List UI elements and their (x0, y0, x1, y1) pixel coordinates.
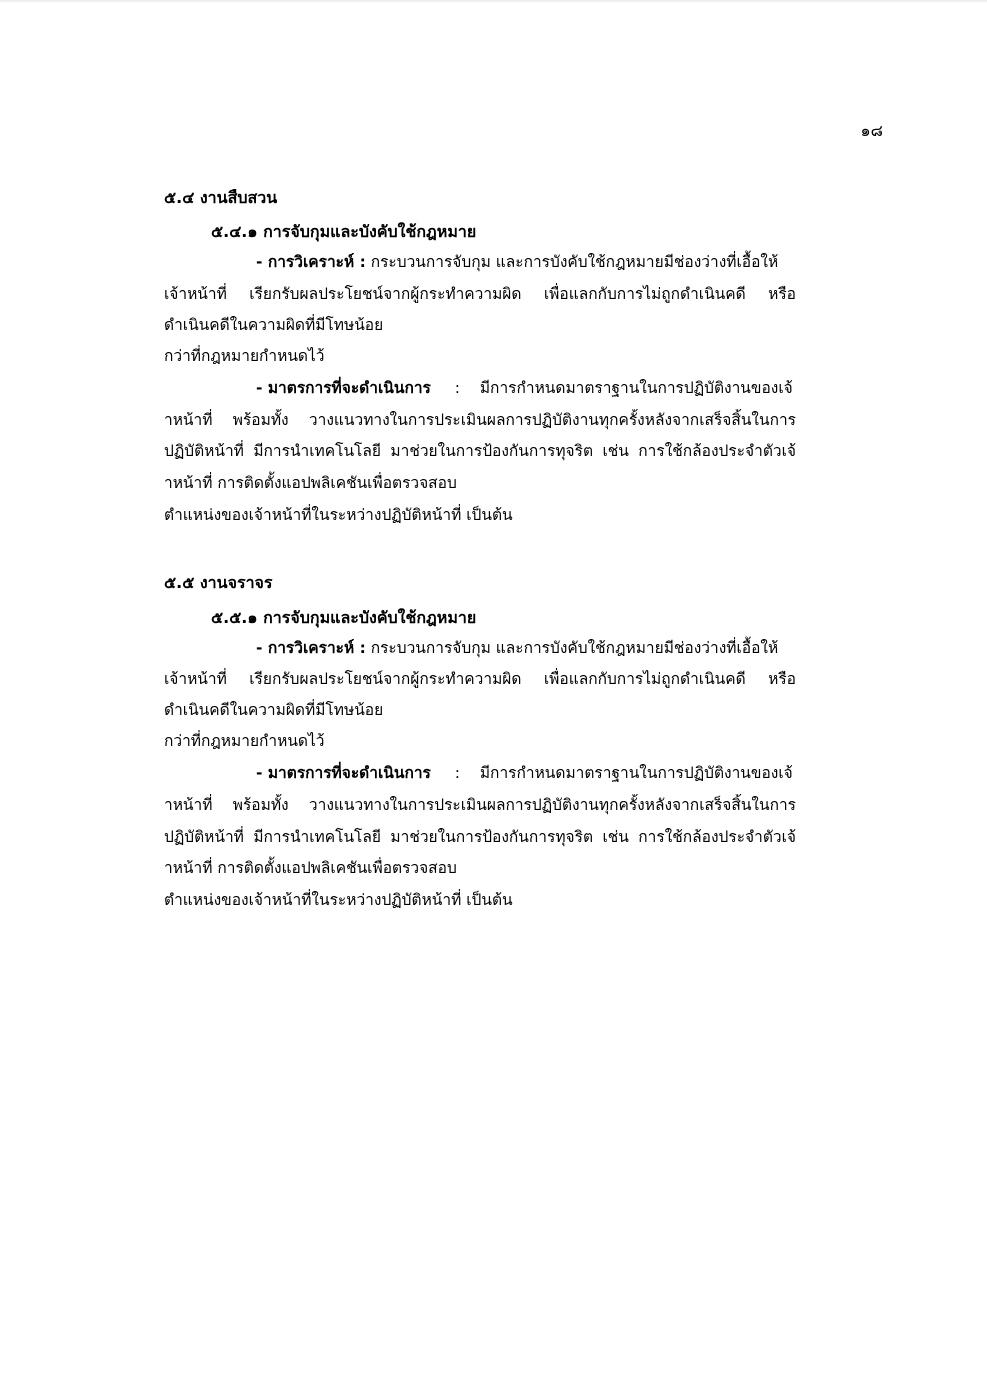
analysis-label: - การวิเคราะห์ : (256, 253, 366, 271)
section-heading: ๕.๕ งานจราจร (164, 573, 273, 592)
section-heading: ๕.๔ งานสืบสวน (164, 188, 278, 207)
measure-label: - มาตรการที่จะดำเนินการ (256, 379, 431, 397)
page-top-edge (0, 0, 987, 3)
analysis-text: เจ้าหน้าที่ เรียกรับผลประโยชน์จากผู้กระทำความผิด เพื่อแลกกับการไม่ถูกดำเนินคดี หรือ (164, 285, 796, 303)
measure-text: าหน้าที่ การติดตั้งแอปพลิเคชันเพื่อตรวจสอบ (164, 474, 457, 492)
measure-label: - มาตรการที่จะดำเนินการ (256, 764, 431, 782)
analysis-text: ดำเนินคดีในความผิดที่มีโทษน้อย (164, 316, 384, 334)
measure-text: าหน้าที่ พร้อมทั้ง วางแนวทางในการประเมินผลการปฏิบัติงานทุกครั้งหลังจากเสร็จสิ้นในการ (164, 796, 796, 814)
subsection-heading: ๕.๔.๑ การจับกุมและบังคับใช้กฎหมาย (211, 222, 477, 241)
measure-colon: : (454, 764, 460, 782)
measure-paragraph-line (256, 377, 796, 399)
measure-text: ปฏิบัติหน้าที่ มีการนำเทคโนโลยี มาช่วยในการป้องกันการทุจริต เช่น การใช้กล้องประจำตัวเจ้ (164, 828, 796, 846)
analysis-text: กระบวนการจับกุม และการบังคับใช้กฎหมายมีช่องว่างที่เอื้อให้ (370, 639, 779, 657)
analysis-text: กว่าที่กฎหมายกำหนดไว้ (164, 347, 325, 365)
measure-colon: : (454, 379, 460, 397)
analysis-paragraph-line (256, 251, 796, 273)
analysis-text: เจ้าหน้าที่ เรียกรับผลประโยชน์จากผู้กระทำความผิด เพื่อแลกกับการไม่ถูกดำเนินคดี หรือ (164, 670, 796, 688)
measure-text: ตำแหน่งของเจ้าหน้าที่ในระหว่างปฏิบัติหน้าที่ เป็นต้น (164, 506, 513, 524)
analysis-paragraph-line (256, 637, 796, 659)
measure-text: มีการกำหนดมาตราฐานในการปฏิบัติงานของเจ้ (479, 764, 793, 782)
measure-text: ปฏิบัติหน้าที่ มีการนำเทคโนโลยี มาช่วยในการป้องกันการทุจริต เช่น การใช้กล้องประจำตัวเจ้ (164, 442, 796, 460)
analysis-text: ดำเนินคดีในความผิดที่มีโทษน้อย (164, 701, 384, 719)
measure-text: ตำแหน่งของเจ้าหน้าที่ในระหว่างปฏิบัติหน้าที่ เป็นต้น (164, 891, 513, 909)
analysis-text: กว่าที่กฎหมายกำหนดไว้ (164, 732, 325, 750)
analysis-label: - การวิเคราะห์ : (256, 639, 366, 657)
analysis-text: กระบวนการจับกุม และการบังคับใช้กฎหมายมีช่องว่างที่เอื้อให้ (370, 253, 779, 271)
measure-text: าหน้าที่ การติดตั้งแอปพลิเคชันเพื่อตรวจสอบ (164, 859, 457, 877)
measure-text: มีการกำหนดมาตราฐานในการปฏิบัติงานของเจ้ (479, 379, 793, 397)
measure-paragraph-line (256, 762, 796, 784)
measure-text: าหน้าที่ พร้อมทั้ง วางแนวทางในการประเมินผลการปฏิบัติงานทุกครั้งหลังจากเสร็จสิ้นในการ (164, 411, 796, 429)
subsection-heading: ๕.๕.๑ การจับกุมและบังคับใช้กฎหมาย (211, 608, 477, 627)
page-number: ๑๘ (860, 121, 883, 140)
